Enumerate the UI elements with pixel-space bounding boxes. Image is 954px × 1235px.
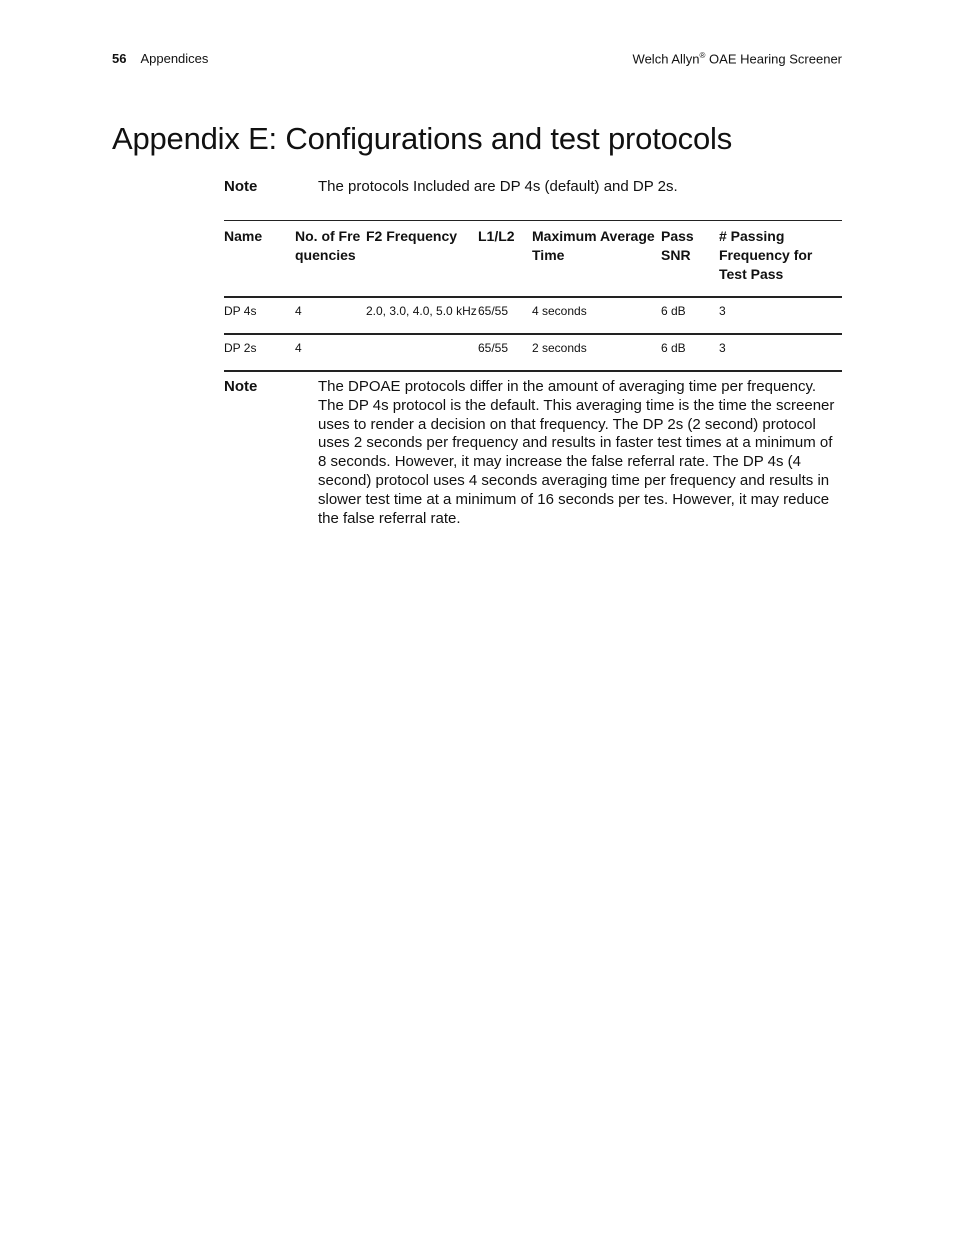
col-header-passing-frequency: # Passing Frequency for Test Pass <box>719 228 813 282</box>
product-name: OAE Hearing Screener <box>709 51 842 67</box>
cell-pass-snr: 6 dB <box>661 341 686 355</box>
col-header-pass-snr: Pass SNR <box>661 228 694 263</box>
note-label: Note <box>224 178 258 195</box>
cell-num-frequencies: 4 <box>295 304 302 318</box>
page-number: 56 <box>112 51 127 67</box>
cell-num-frequencies: 4 <box>295 341 302 355</box>
cell-passing-frequency: 3 <box>719 341 726 355</box>
col-header-max-average-time: Maximum Average Time <box>532 228 655 263</box>
note-protocols <box>224 178 842 197</box>
page-title: Appendix E: Configurations and test protocols <box>112 121 732 156</box>
product-brand: Welch Allyn <box>632 51 700 67</box>
note-label: Note <box>224 378 258 395</box>
cell-f2-frequency <box>366 334 478 371</box>
header-left <box>112 51 208 66</box>
registered-mark: ® <box>699 51 706 60</box>
cell-max-average-time: 4 seconds <box>532 304 587 318</box>
note-dpoae-protocols <box>224 378 842 528</box>
running-header <box>112 51 842 69</box>
col-header-num-frequencies: No. of Frequencies <box>295 228 361 263</box>
col-header-l1-l2: L1/L2 <box>478 228 515 244</box>
cell-l1-l2: 65/55 <box>478 341 509 355</box>
cell-l1-l2: 65/55 <box>478 304 509 318</box>
table-row <box>224 297 842 334</box>
col-header-name: Name <box>224 228 263 244</box>
cell-f2-frequency: 2.0, 3.0, 4.0, 5.0 kHz <box>366 304 477 318</box>
table-header-row <box>224 221 842 298</box>
cell-max-average-time: 2 seconds <box>532 341 587 355</box>
col-header-f2-frequency: F2 Frequency <box>366 228 458 244</box>
header-right <box>633 51 842 66</box>
cell-name: DP 4s <box>224 304 257 318</box>
cell-passing-frequency: 3 <box>719 304 726 318</box>
cell-name: DP 2s <box>224 341 257 355</box>
cell-pass-snr: 6 dB <box>661 304 686 318</box>
section-name: Appendices <box>140 51 209 67</box>
protocols-table <box>224 220 842 372</box>
table-row <box>224 334 842 371</box>
note-text: The protocols Included are DP 4s (default) and DP 2s. <box>318 178 678 195</box>
note-text: The DPOAE protocols differ in the amount of averaging time per frequency. The DP 4s protocol is the default. This averaging time is the time the screener uses to render a decision on that frequency. The DP 2s (2 second) protocol uses 2 seconds per frequency and results in faster test times at a minimum of 8 seconds. However, it may increase the false referral rate. The DP 4s (4 second) protocol uses 4 seconds averaging time per frequency and results in slower test time at a minimum of 16 seconds per tes. However, it may reduce the false referral rate. <box>318 378 835 527</box>
